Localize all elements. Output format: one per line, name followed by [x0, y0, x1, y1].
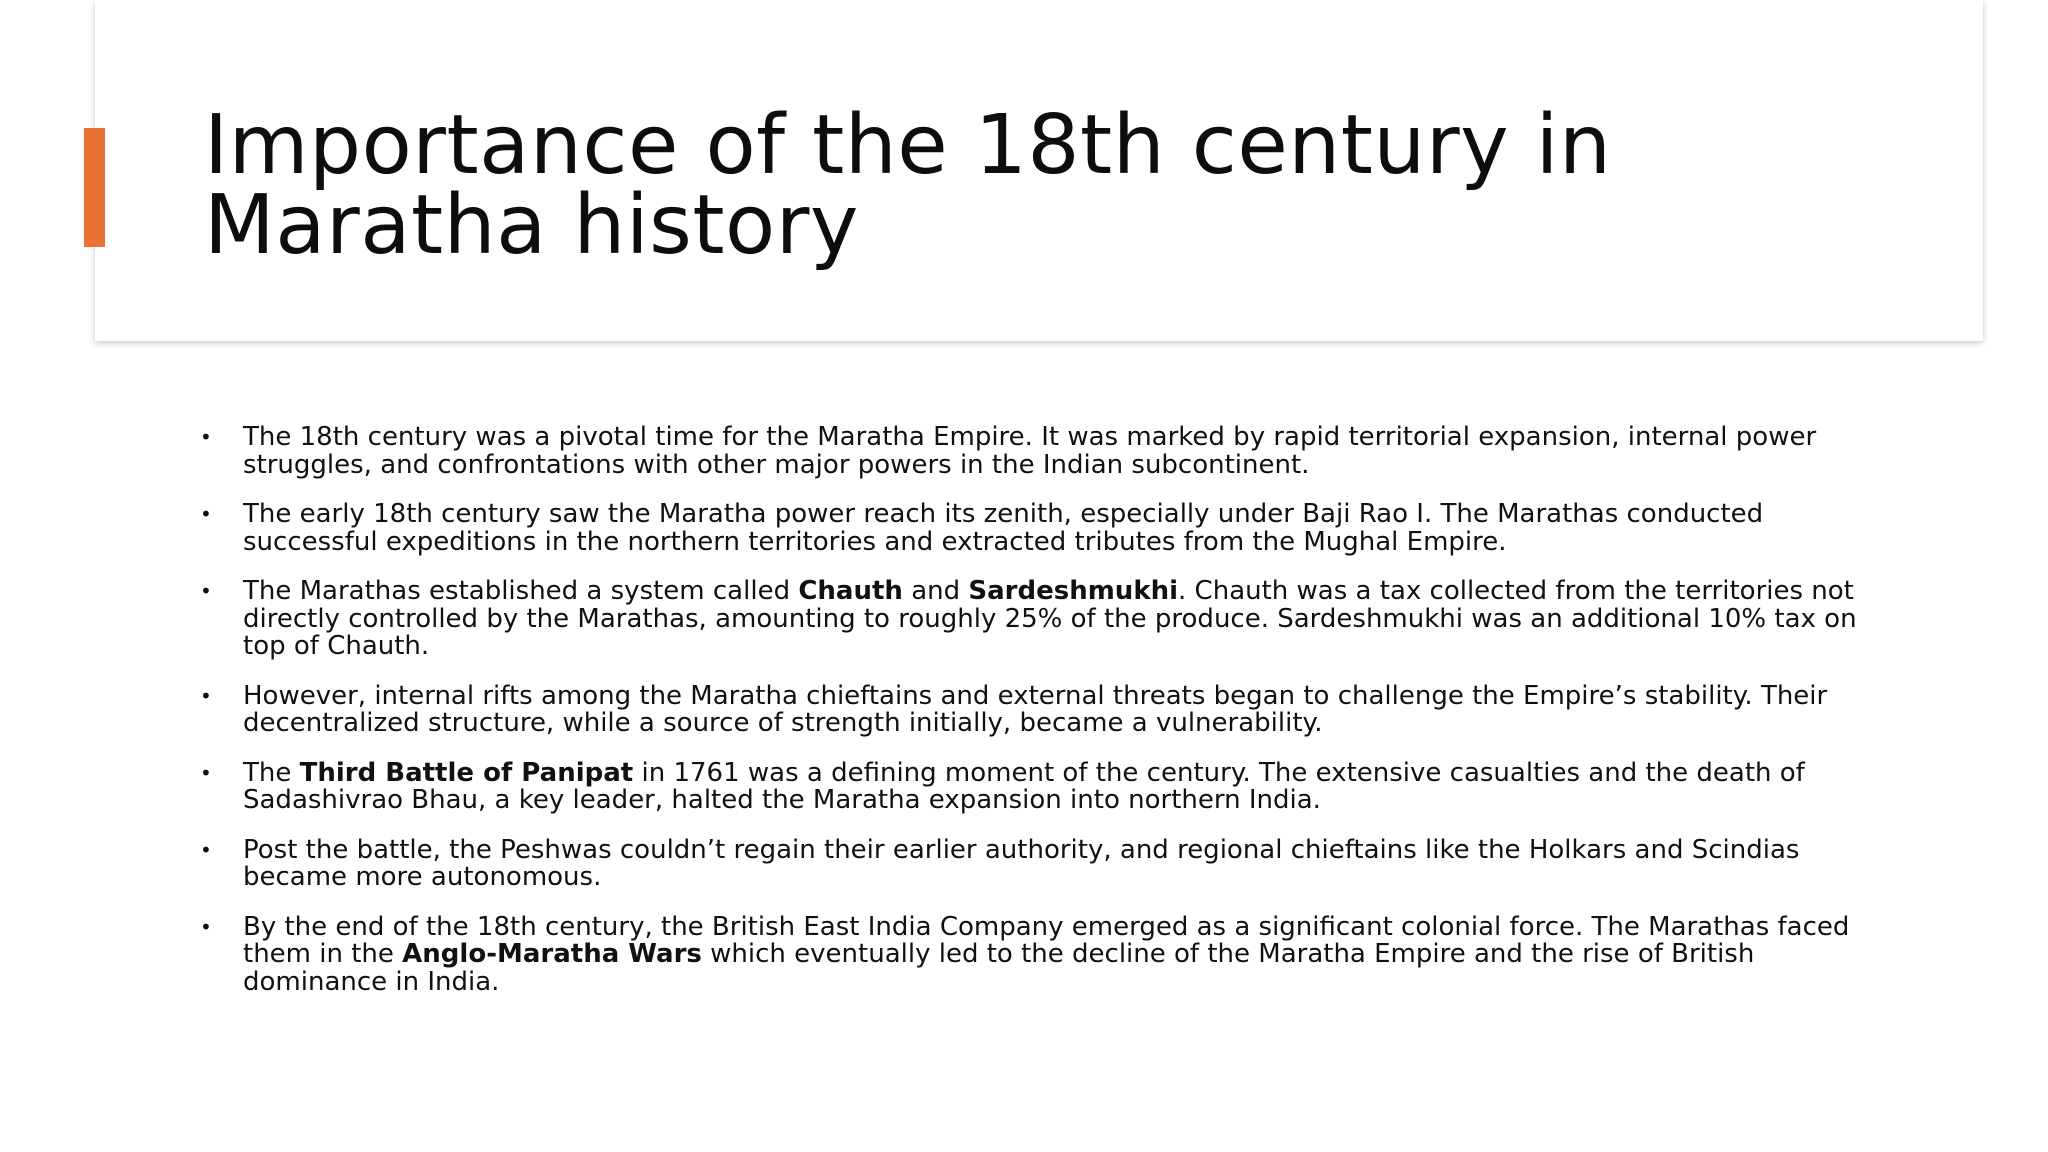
bullet-icon: • [200, 502, 212, 526]
bullet-bold-term: Third Battle of Panipat [299, 757, 634, 788]
bullet-icon: • [200, 425, 212, 449]
bullet-text: The 18th century was a pivotal time for the Maratha Empire. It was marked by rapid territorial expansion, internal power struggles, and confrontations with other major powers in the Indian subcontinent. [243, 422, 1817, 480]
bullet-icon: • [200, 837, 212, 862]
bullet-bold-term: Sardeshmukhi [968, 576, 1179, 606]
slide-title[interactable]: Importance of the 18th century in Maratha history [204, 98, 1612, 273]
bullet-text: The Marathas established a system called [243, 576, 799, 606]
accent-bar [84, 128, 105, 247]
bullet-text: The [243, 757, 300, 788]
bullet-text: and [902, 576, 969, 606]
bullet-item[interactable] [200, 680, 1880, 738]
bullet-text: which eventually led to the decline of the Maratha Empire and the rise of British dominance in India. [243, 939, 1755, 997]
bullet-bold-term: Anglo-Maratha Wars [402, 939, 702, 969]
bullet-text: However, internal rifts among the Maratha chieftains and external threats began to challenge the Empire’s stability. Their decentralized structure, while a source of strength initially, became a vulnerability. [243, 680, 1828, 738]
bullet-item[interactable] [200, 424, 1880, 479]
bullet-item[interactable] [200, 834, 1880, 892]
bullet-text: . Chauth was a tax collected from the territories not directly controlled by the Marathas, amounting to roughly 25% of the produce. Sardeshmukhi was an additional 10% tax on top of Chauth. [243, 576, 1857, 661]
bullet-icon: • [200, 760, 212, 785]
bullet-list [200, 424, 1880, 1018]
bullet-icon: • [200, 579, 212, 603]
bullet-bold-term: Chauth [798, 576, 903, 606]
bullet-item[interactable] [200, 501, 1880, 556]
bullet-text: The early 18th century saw the Maratha power reach its zenith, especially under Baji Rao I. The Marathas conducted successful expeditions in the northern territories and extracted tributes from the Mughal Empire. [243, 499, 1764, 557]
bullet-item[interactable] [200, 911, 1880, 997]
bullet-item[interactable] [200, 757, 1880, 815]
bullet-text: By the end of the 18th century, the British East India Company emerged as a significant colonial force. The Marathas faced them in the [243, 911, 1850, 969]
bullet-text: Post the battle, the Peshwas couldn’t regain their earlier authority, and regional chieftains like the Holkars and Scindias became more autonomous. [243, 834, 1800, 892]
bullet-item[interactable] [200, 578, 1880, 661]
bullet-text: in 1761 was a defining moment of the century. The extensive casualties and the death of Sadashivrao Bhau, a key leader, halted the Maratha expansion into northern India. [243, 757, 1805, 815]
bullet-icon: • [200, 914, 212, 939]
bullet-icon: • [200, 683, 212, 708]
